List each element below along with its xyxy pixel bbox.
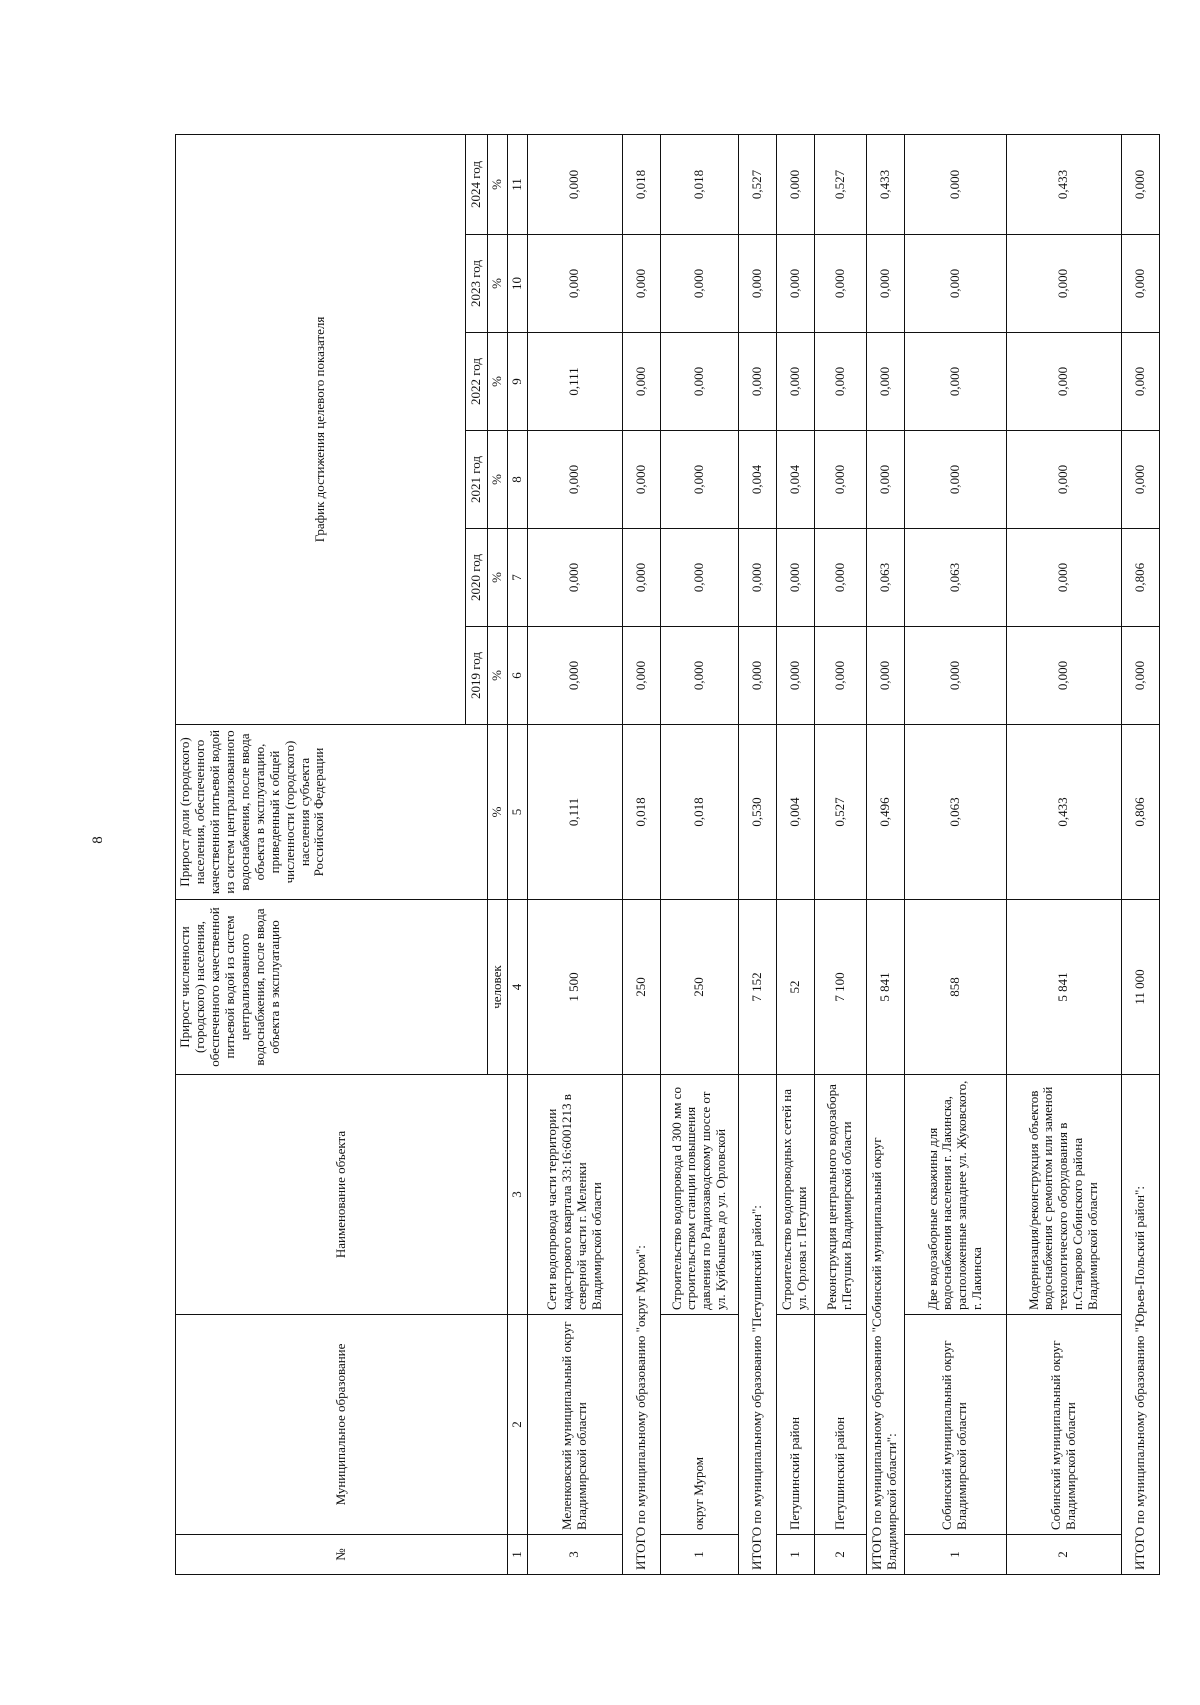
- total-y2024: 0,433: [866, 134, 904, 234]
- row-people: 250: [660, 900, 738, 1075]
- row-y2024: 0,527: [814, 134, 866, 234]
- total-y2021: 0,000: [622, 431, 660, 529]
- column-number: 8: [507, 431, 527, 529]
- row-y2020: 0,063: [904, 529, 1006, 627]
- total-y2020: 0,063: [866, 529, 904, 627]
- total-y2021: 0,000: [1121, 431, 1159, 529]
- row-y2024: 0,018: [660, 134, 738, 234]
- total-row: [866, 134, 904, 1574]
- header-unit-pct: %: [488, 431, 508, 529]
- total-y2023: 0,000: [738, 235, 776, 333]
- total-y2020: 0,806: [1121, 529, 1159, 627]
- row-y2019: 0,000: [904, 627, 1006, 725]
- row-y2019: 0,000: [1006, 627, 1121, 725]
- row-object: Сети водопровода части территории кадастрового квартала 33:16:6001213 в северной части г. Меленки Владимирской области: [527, 1075, 622, 1315]
- column-number: 6: [507, 627, 527, 725]
- total-row: [622, 134, 660, 1574]
- table-row: [1006, 134, 1121, 1574]
- row-people: 5 841: [1006, 900, 1121, 1075]
- row-y2023: 0,000: [776, 235, 814, 333]
- total-people: 250: [622, 900, 660, 1075]
- total-y2019: 0,000: [1121, 627, 1159, 725]
- row-y2019: 0,000: [660, 627, 738, 725]
- header-object: Наименование объекта: [176, 1075, 508, 1315]
- header-year-2022: 2022 год: [466, 333, 488, 431]
- row-object: Реконструкция центрального водозабора г.Петушки Владимирской области: [814, 1075, 866, 1315]
- rotated-table-wrapper: [175, 135, 1147, 1575]
- header-growth-population: Прирост численности (городского) населения, обеспеченного качественной питьевой водой из систем централизованного водоснабжения, после ввода объекта в эксплуатацию: [176, 900, 488, 1075]
- total-share: 0,806: [1121, 725, 1159, 900]
- row-y2022: 0,000: [814, 333, 866, 431]
- total-y2024: 0,000: [1121, 134, 1159, 234]
- total-share: 0,530: [738, 725, 776, 900]
- header-growth-share: Прирост доли (городского) населения, обеспеченного качественной питьевой водой из систем централизованного водоснабжения, после ввода объекта в эксплуатацию, приведенный к общей численности (городского) населения субъекта Российской Федерации: [176, 725, 488, 900]
- column-number: 4: [507, 900, 527, 1075]
- header-unit-pct: %: [488, 134, 508, 234]
- row-municipality: Меленковский муниципальный округ Владимирской области: [527, 1315, 622, 1535]
- row-y2024: 0,433: [1006, 134, 1121, 234]
- total-share: 0,018: [622, 725, 660, 900]
- total-label: ИТОГО по муниципальному образованию "округ Муром":: [622, 1075, 660, 1575]
- total-row: [738, 134, 776, 1574]
- total-y2023: 0,000: [866, 235, 904, 333]
- row-y2020: 0,000: [527, 529, 622, 627]
- row-y2020: 0,000: [660, 529, 738, 627]
- total-y2024: 0,018: [622, 134, 660, 234]
- header-unit-pct: %: [488, 725, 508, 900]
- row-municipality: Петушинский район: [814, 1315, 866, 1535]
- header-unit-people: человек: [488, 900, 508, 1075]
- header-municipality: Муниципальное образование: [176, 1315, 508, 1535]
- header-year-2020: 2020 год: [466, 529, 488, 627]
- row-people: 52: [776, 900, 814, 1075]
- row-y2021: 0,000: [527, 431, 622, 529]
- row-y2023: 0,000: [814, 235, 866, 333]
- row-y2023: 0,000: [1006, 235, 1121, 333]
- row-num: 2: [814, 1535, 866, 1575]
- row-municipality: округ Муром: [660, 1315, 738, 1535]
- table-row: [776, 134, 814, 1574]
- row-people: 858: [904, 900, 1006, 1075]
- total-y2022: 0,000: [622, 333, 660, 431]
- table-row: [814, 134, 866, 1574]
- row-y2022: 0,000: [776, 333, 814, 431]
- row-share: 0,004: [776, 725, 814, 900]
- row-share: 0,433: [1006, 725, 1121, 900]
- row-y2024: 0,000: [776, 134, 814, 234]
- row-y2020: 0,000: [1006, 529, 1121, 627]
- header-year-2024: 2024 год: [466, 134, 488, 234]
- row-municipality: Собинский муниципальный округ Владимирской области: [904, 1315, 1006, 1535]
- row-y2020: 0,000: [776, 529, 814, 627]
- header-year-2021: 2021 год: [466, 431, 488, 529]
- column-number: 1: [507, 1535, 527, 1575]
- row-y2019: 0,000: [814, 627, 866, 725]
- total-label: ИТОГО по муниципальному образованию "Собинский муниципальный округ Владимирской области":: [866, 1075, 904, 1575]
- row-y2021: 0,000: [814, 431, 866, 529]
- total-y2023: 0,000: [622, 235, 660, 333]
- total-row: [1121, 134, 1159, 1574]
- header-unit-pct: %: [488, 333, 508, 431]
- row-object: Строительство водопровода d 300 мм со строительством станции повышения давления по Радиозаводскому шоссе от ул. Куйбышева до ул. Орловской: [660, 1075, 738, 1315]
- total-y2019: 0,000: [866, 627, 904, 725]
- column-number: 10: [507, 235, 527, 333]
- column-number: 3: [507, 1075, 527, 1315]
- row-object: Строительство водопроводных сетей на ул. Орлова г. Петушки: [776, 1075, 814, 1315]
- header-year-2023: 2023 год: [466, 235, 488, 333]
- row-y2024: 0,000: [904, 134, 1006, 234]
- row-y2021: 0,004: [776, 431, 814, 529]
- table-row: [660, 134, 738, 1574]
- row-num: 2: [1006, 1535, 1121, 1575]
- total-y2020: 0,000: [622, 529, 660, 627]
- row-share: 0,018: [660, 725, 738, 900]
- total-y2020: 0,000: [738, 529, 776, 627]
- row-num: 1: [776, 1535, 814, 1575]
- column-number: 11: [507, 134, 527, 234]
- total-y2022: 0,000: [1121, 333, 1159, 431]
- table-row: [904, 134, 1006, 1574]
- row-people: 1 500: [527, 900, 622, 1075]
- row-y2023: 0,000: [527, 235, 622, 333]
- page-number: 8: [90, 836, 106, 844]
- table-row: [527, 134, 622, 1574]
- row-num: 1: [904, 1535, 1006, 1575]
- total-label: ИТОГО по муниципальному образованию "Петушинский район":: [738, 1075, 776, 1575]
- total-share: 0,496: [866, 725, 904, 900]
- header-unit-pct: %: [488, 235, 508, 333]
- row-municipality: Петушинский район: [776, 1315, 814, 1535]
- column-number: 7: [507, 529, 527, 627]
- row-share: 0,063: [904, 725, 1006, 900]
- total-label: ИТОГО по муниципальному образованию "Юрьев-Польский район":: [1121, 1075, 1159, 1575]
- row-y2021: 0,000: [1006, 431, 1121, 529]
- header-unit-pct: %: [488, 627, 508, 725]
- header-year-2019: 2019 год: [466, 627, 488, 725]
- row-y2023: 0,000: [660, 235, 738, 333]
- total-y2022: 0,000: [738, 333, 776, 431]
- total-y2022: 0,000: [866, 333, 904, 431]
- row-y2019: 0,000: [776, 627, 814, 725]
- row-object: Две водозаборные скважины для водоснабжения населения г. Лакинска, расположенные западнее ул. Жуковского, г. Лакинска: [904, 1075, 1006, 1315]
- column-number: 9: [507, 333, 527, 431]
- row-share: 0,527: [814, 725, 866, 900]
- header-num: №: [176, 1535, 508, 1575]
- total-y2019: 0,000: [622, 627, 660, 725]
- target-indicator-table: [175, 134, 1160, 1575]
- total-y2024: 0,527: [738, 134, 776, 234]
- row-y2022: 0,000: [1006, 333, 1121, 431]
- total-people: 11 000: [1121, 900, 1159, 1075]
- row-municipality: Собинский муниципальный округ Владимирской области: [1006, 1315, 1121, 1535]
- row-y2022: 0,000: [660, 333, 738, 431]
- total-people: 7 152: [738, 900, 776, 1075]
- row-num: 1: [660, 1535, 738, 1575]
- row-y2023: 0,000: [904, 235, 1006, 333]
- row-object: Модернизация/реконструкция объектов водоснабжения с ремонтом или заменой технологического оборудования в п.Ставрово Собинского района Владимирской области: [1006, 1075, 1121, 1315]
- row-y2024: 0,000: [527, 134, 622, 234]
- total-y2023: 0,000: [1121, 235, 1159, 333]
- total-y2019: 0,000: [738, 627, 776, 725]
- row-num: 3: [527, 1535, 622, 1575]
- row-share: 0,111: [527, 725, 622, 900]
- row-y2021: 0,000: [904, 431, 1006, 529]
- column-number: 5: [507, 725, 527, 900]
- total-y2021: 0,004: [738, 431, 776, 529]
- header-schedule: График достижения целевого показателя: [176, 134, 466, 724]
- row-y2022: 0,111: [527, 333, 622, 431]
- row-y2021: 0,000: [660, 431, 738, 529]
- total-y2021: 0,000: [866, 431, 904, 529]
- column-number: 2: [507, 1315, 527, 1535]
- header-unit-pct: %: [488, 529, 508, 627]
- row-y2022: 0,000: [904, 333, 1006, 431]
- row-y2020: 0,000: [814, 529, 866, 627]
- row-people: 7 100: [814, 900, 866, 1075]
- row-y2019: 0,000: [527, 627, 622, 725]
- total-people: 5 841: [866, 900, 904, 1075]
